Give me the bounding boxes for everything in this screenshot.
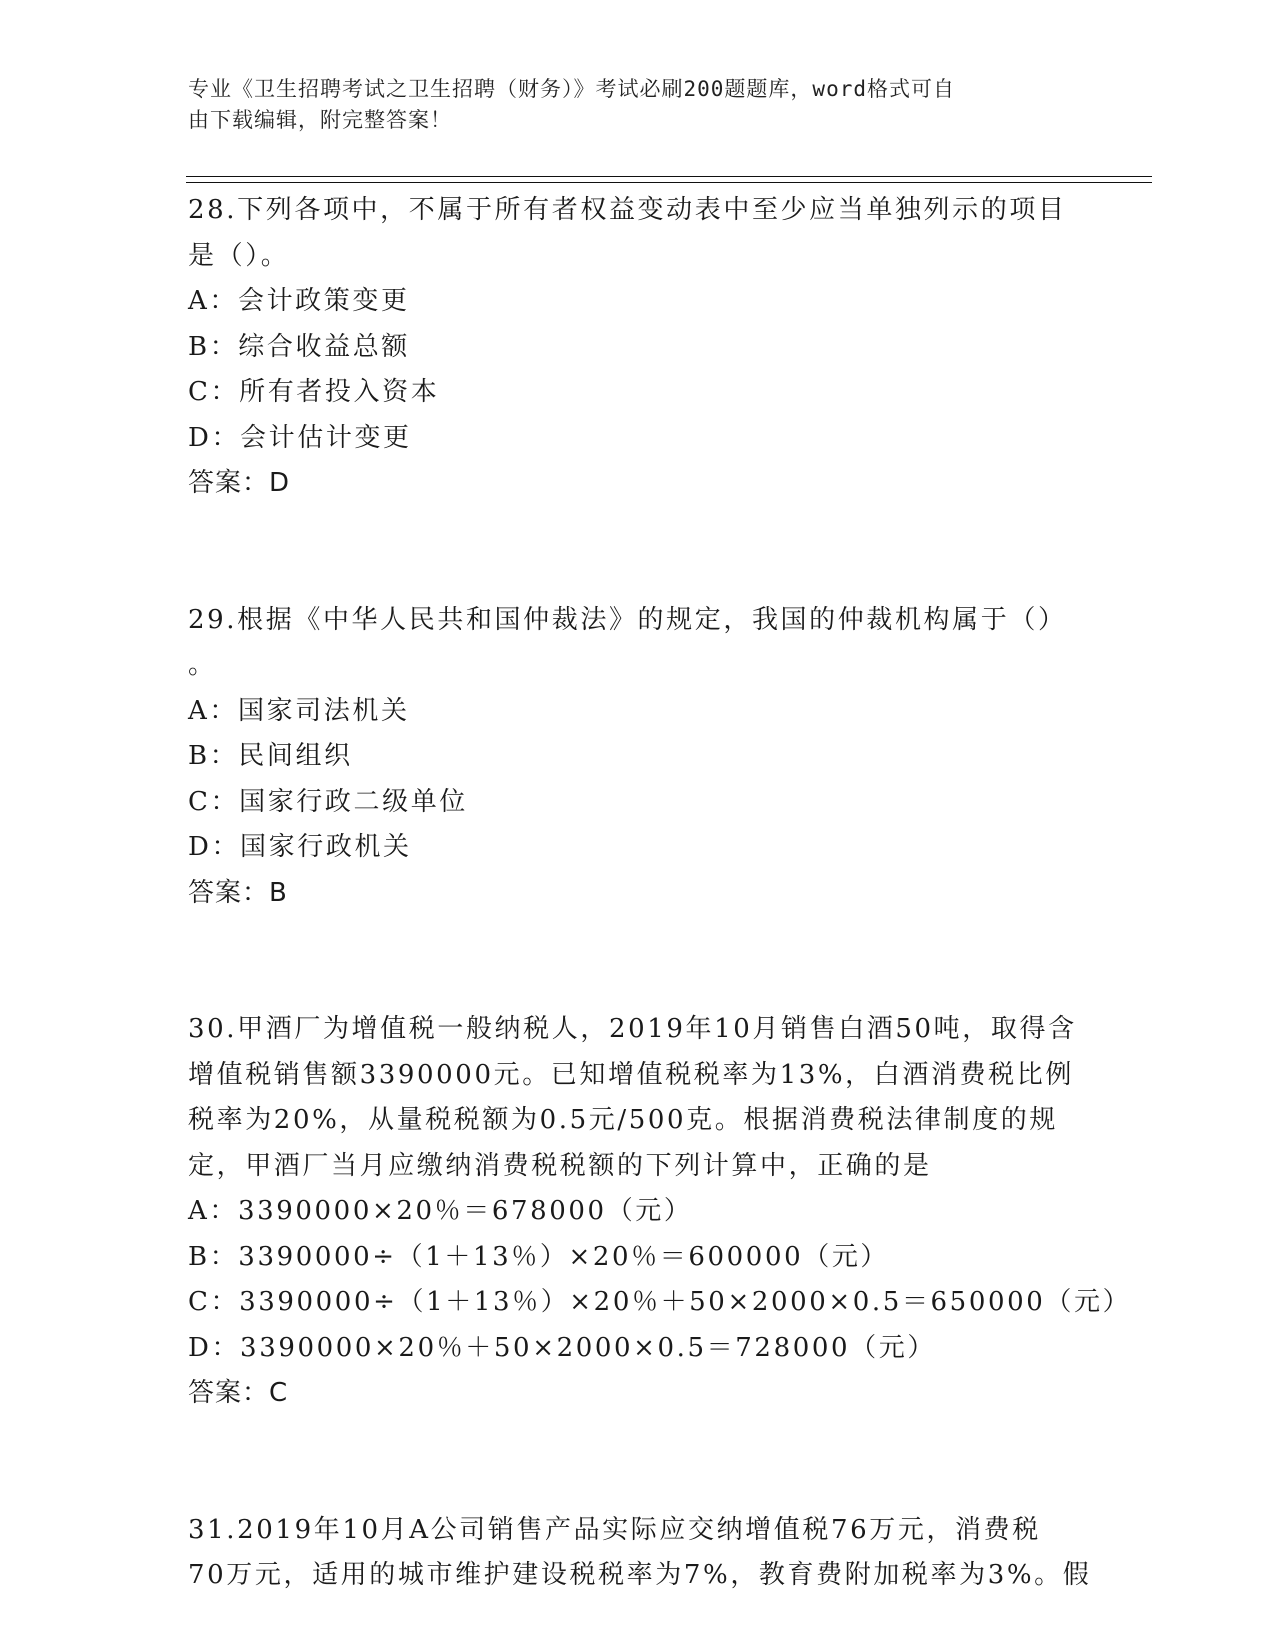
question-stem-line: 定，甲酒厂当月应缴纳消费税税额的下列计算中，正确的是 [188, 1150, 932, 1181]
question-stem-line: 31.2019年10月A公司销售产品实际应交纳增值税76万元，消费税 [188, 1514, 1041, 1545]
question-stem-line: 是（）。 [188, 240, 290, 271]
answer-line: 答案：C [188, 1378, 289, 1408]
question-stem-line: 。 [188, 650, 217, 680]
option-a: A：3390000×20％＝678000（元） [188, 1196, 693, 1226]
question-stem-line: 30.甲酒厂为增值税一般纳税人，2019年10月销售白酒50吨，取得含 [188, 1014, 1077, 1044]
question-28 [188, 188, 1088, 507]
header-line-2: 由下载编辑，附完整答案！ [188, 108, 452, 132]
option-b: B：综合收益总额 [188, 331, 410, 362]
question-spacer [188, 507, 1088, 598]
option-a: A：国家司法机关 [188, 695, 410, 726]
option-b: B：3390000÷（1＋13％）×20％＝600000（元） [188, 1241, 890, 1272]
option-d: D：会计估计变更 [188, 422, 412, 453]
option-c: C：所有者投入资本 [188, 377, 440, 407]
question-29 [188, 598, 1088, 917]
answer-line: 答案：B [188, 877, 288, 908]
option-a: A：会计政策变更 [188, 286, 410, 316]
question-stem-line: 70万元，适用的城市维护建设税税率为7%，教育费附加税率为3%。假 [188, 1560, 1092, 1590]
option-c: C：3390000÷（1＋13％）×20％＋50×2000×0.5＝650000（元） [188, 1287, 1132, 1317]
answer-line: 答案：D [188, 468, 291, 498]
option-b: B：民间组织 [188, 741, 353, 771]
question-spacer [188, 1417, 1088, 1508]
question-stem-line: 税率为20%，从量税税额为0.5元/500克。根据消费税法律制度的规 [188, 1105, 1058, 1135]
question-list [188, 188, 1132, 1599]
question-stem-line: 29.根据《中华人民共和国仲裁法》的规定，我国的仲裁机构属于（） [188, 604, 1067, 635]
question-30 [188, 1007, 1132, 1417]
question-spacer [188, 916, 1088, 1007]
header-divider-top [186, 176, 1152, 177]
question-stem-line: 增值税销售额3390000元。已知增值税税率为13%，白酒消费税比例 [188, 1059, 1074, 1090]
question-stem-line: 28.下列各项中，不属于所有者权益变动表中至少应当单独列示的项目 [188, 195, 1067, 225]
header-divider-bottom [186, 182, 1152, 183]
option-c: C：国家行政二级单位 [188, 786, 468, 817]
option-d: D：国家行政机关 [188, 832, 412, 862]
document-header [188, 74, 1068, 136]
option-d: D：3390000×20％＋50×2000×0.5＝728000（元） [188, 1332, 936, 1363]
header-line-1: 专业《卫生招聘考试之卫生招聘（财务）》考试必刷200题题库，word格式可自 [188, 77, 955, 101]
question-31 [188, 1508, 1092, 1599]
